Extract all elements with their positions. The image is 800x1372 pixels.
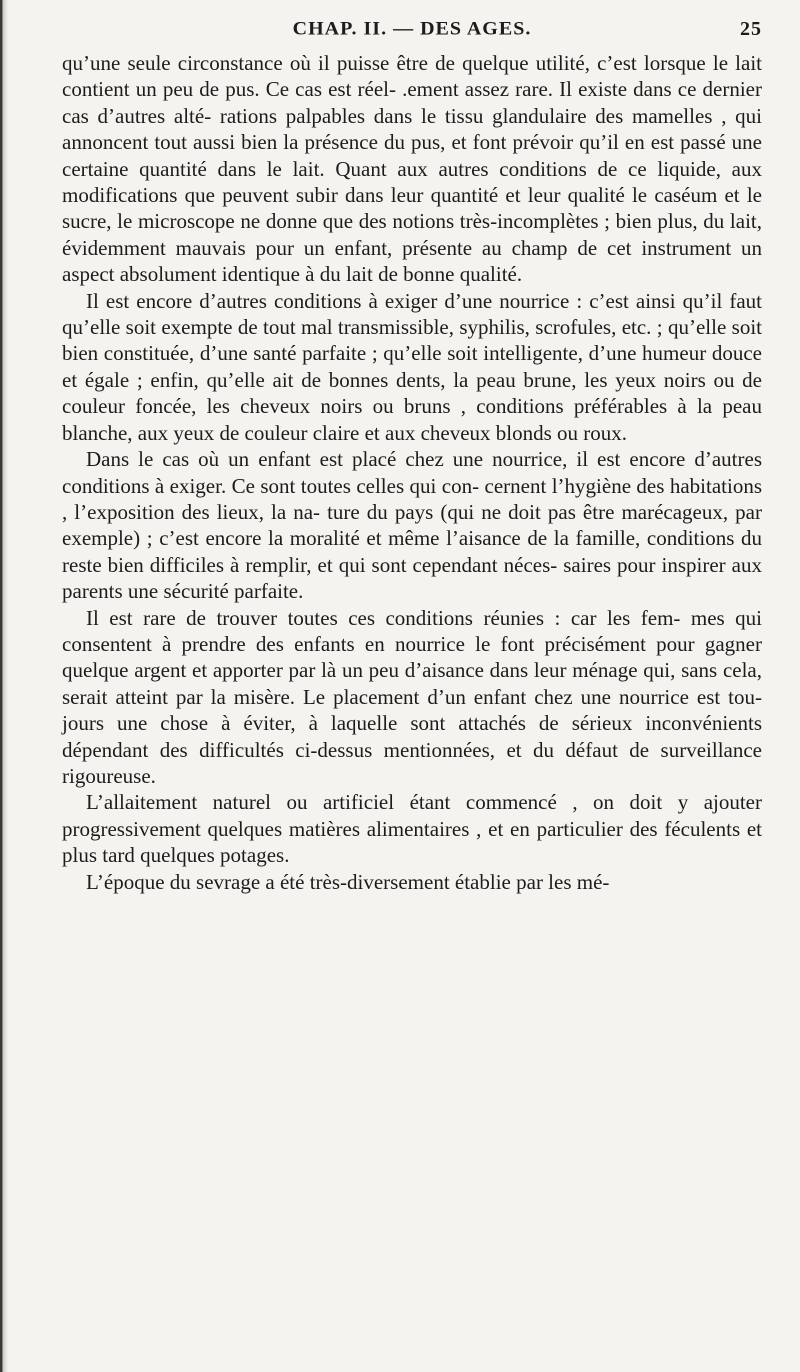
paragraph-continuation: qu’une seule circonstance où il puisse être de quelque utilité, c’est lorsque le lait contient un peu de pus. Ce cas est réel- .ement assez rare. Il existe dans ce dernier cas d’autres alté- rations palpables dans le tissu glandulaire des mamelles , qui annoncent tout aussi bien la présence du pus, et font prévoir qu’il en est passé une certaine quantité dans le lait. Quant aux autres conditions de ce liquide, aux modifications que peuvent subir dans leur quantité et leur qualité le caséum et le sucre, le microscope ne donne que des notions très-incomplètes ; bien plus, du lait, évidemment mauvais pour un enfant, présente au champ de cet instrument un aspect absolument identique à du lait de bonne qualité.	[62, 51, 762, 287]
paragraph-nurse-placement: Dans le cas où un enfant est placé chez une nourrice, il est encore d’autres conditions à exiger. Ce sont toutes celles qui con- cernent l’hygiène des habitations , l’exposition des lieux, la na- ture du pays (qui ne doit pas être marécageux, par exemple) ; c’est encore la moralité et même l’aisance de la famille, conditions du reste bien difficiles à remplir, et qui sont cependant néces- saires pour inspirer aux parents une sécurité parfaite.	[62, 447, 762, 604]
book-page	[62, 14, 762, 895]
paragraph-rare-conditions: Il est rare de trouver toutes ces conditions réunies : car les fem- mes qui consentent à prendre des enfants en nourrice le font précisément pour gagner quelque argent et apporter par là un peu d’aisance dans leur ménage qui, sans cela, serait atteint par la misère. Le placement d’un enfant chez une nourrice est tou- jours une chose à éviter, à laquelle sont attachés de sérieux inconvénients dépendant des difficultés ci-dessus mentionnées, et du défaut de surveillance rigoureuse.	[62, 605, 762, 788]
page-binding-edge	[0, 0, 8, 1372]
paragraph-nurse-conditions: Il est encore d’autres conditions à exiger d’une nourrice : c’est ainsi qu’il faut qu’elle soit exempte de tout mal transmissible, syphilis, scrofules, etc. ; qu’elle soit bien constituée, d’une santé parfaite ; qu’elle soit intelligente, d’une humeur douce et égale ; enfin, qu’elle ait de bonnes dents, la peau brune, les yeux noirs ou de couleur foncée, les cheveux noirs ou bruns , conditions préférables à la peau blanche, aux yeux de couleur claire et aux cheveux blonds ou roux.	[62, 288, 762, 445]
paragraph-feeding: L’allaitement naturel ou artificiel étant commencé , on doit y ajouter progressivement quelques matières alimentaires , et en particulier des féculents et plus tard quelques potages.	[62, 790, 762, 868]
page-number: 25	[740, 18, 762, 40]
chapter-title: CHAP. II. — DES AGES.	[292, 18, 532, 40]
paragraph-weaning: L’époque du sevrage a été très-diversement établie par les mé-	[86, 869, 610, 894]
body-text	[62, 50, 762, 895]
running-header	[62, 14, 762, 50]
